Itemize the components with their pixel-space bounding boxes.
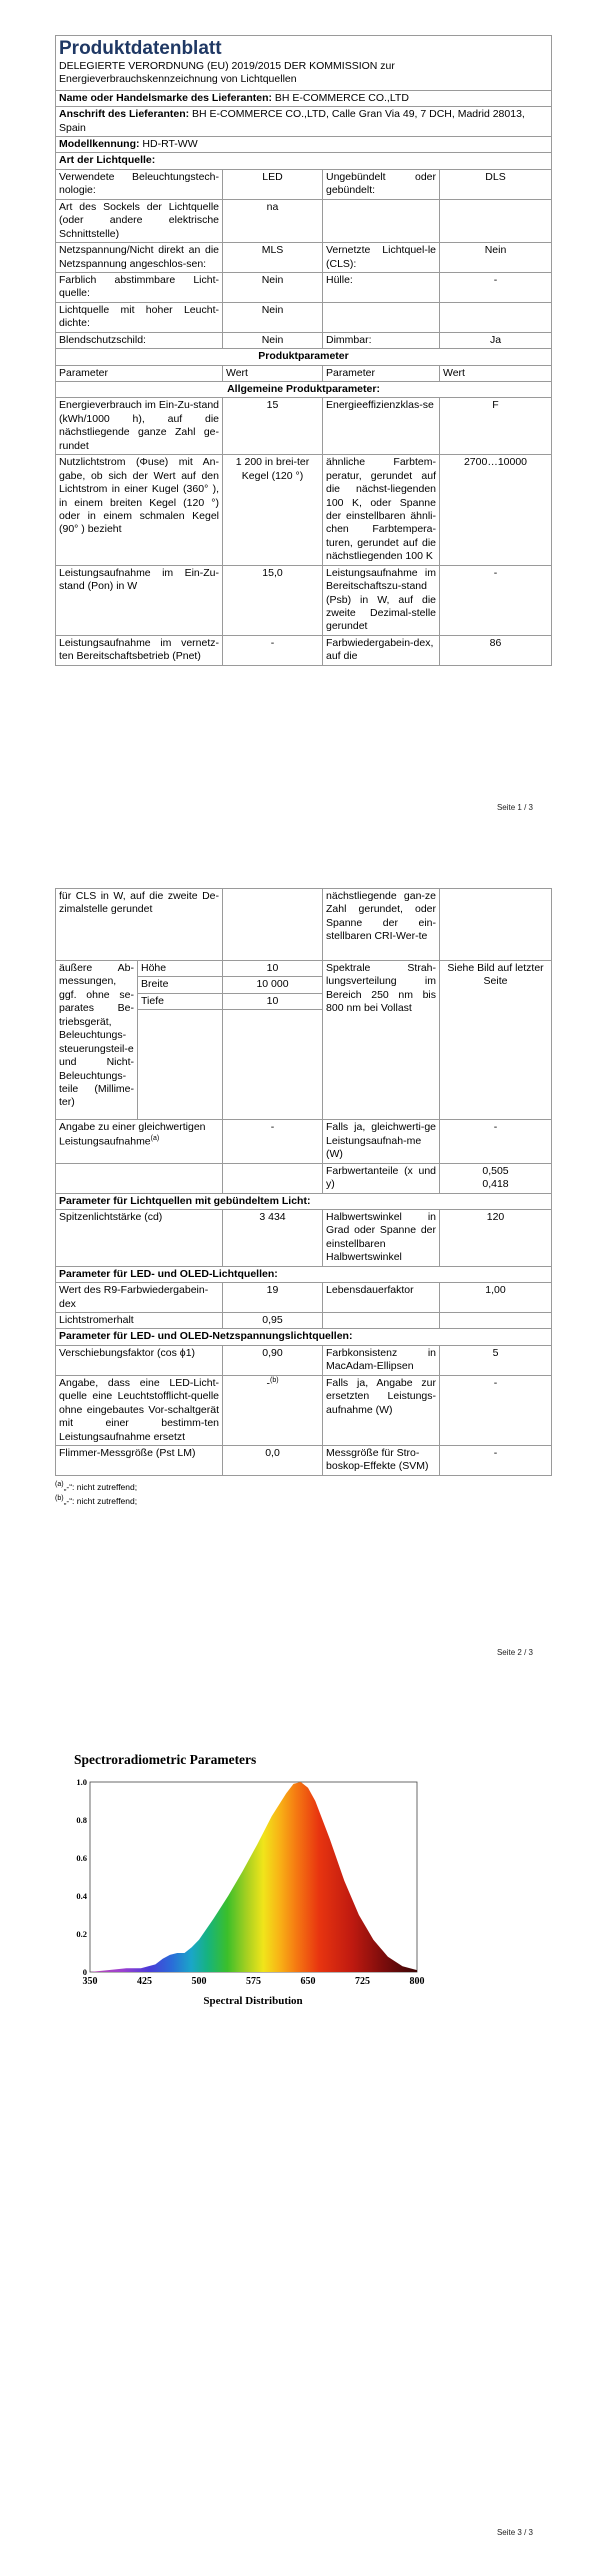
regulation-text: DELEGIERTE VERORDNUNG (EU) 2019/2015 DER KOMMISSION zur Energieverbrauchskennzeichnung von Lichtquellen	[59, 59, 395, 86]
equivalent-power-value: -	[223, 1120, 323, 1163]
y-tick-labels	[76, 1777, 87, 1977]
model-label: Modellkennung:	[59, 138, 140, 151]
param-label: Blendschutzschild:	[56, 332, 223, 348]
param-value: 86	[440, 635, 552, 665]
light-source-row	[56, 302, 552, 332]
page-number-2: Seite 2 / 3	[496, 1648, 533, 1657]
light-source-row	[56, 243, 552, 273]
param-label	[323, 199, 440, 242]
param-value: 1 200 in brei-ter Kegel (120 °)	[223, 455, 323, 566]
param-label: Leistungsaufnahme im vernetz-ten Bereitschaftsbetrieb (Pnet)	[56, 635, 223, 665]
supplier-address-value: BH E-COMMERCE CO.,LTD, Calle Gran Via 49, 7 DCH, Madrid 28013, Spain	[59, 108, 525, 134]
param-value: Nein	[440, 243, 552, 273]
flicker-label: Flimmer-Messgröße (Pst LM)	[56, 1445, 223, 1475]
param-value: -	[440, 272, 552, 302]
param-value: Nein	[223, 302, 323, 332]
param-value: 15,0	[223, 565, 323, 635]
param-value: -	[223, 635, 323, 665]
spectrum-chart	[70, 1748, 435, 2010]
param-label: Vernetzte Lichtquel-le (CLS):	[323, 243, 440, 273]
x-tick-label: 425	[137, 1976, 152, 1987]
replaced-power-label: Falls ja, Angabe zur ersetzten Leistungs-aufnahme (W)	[323, 1375, 440, 1445]
product-params-header: Produktparameter	[56, 349, 552, 365]
supplier-name-row	[56, 90, 552, 106]
param-label: ähnliche Farbtem-peratur, gerundet auf die nächst-liegenden 100 K, oder Spanne der einstellbaren ähnli-chen Farbtempera-turen, gerundet auf die nächstliegenden 100 K	[323, 455, 440, 566]
page-1	[0, 0, 603, 880]
general-param-row	[56, 398, 552, 455]
datasheet-page-1	[55, 35, 551, 666]
param-value: Ja	[440, 332, 552, 348]
model-value: HD-RT-WW	[142, 138, 198, 151]
x-tick-label: 725	[355, 1976, 370, 1987]
datasheet-table-2	[55, 888, 552, 1476]
general-param-row	[56, 455, 552, 566]
peak-intensity-label: Spitzenlichtstärke (cd)	[56, 1209, 223, 1266]
stroboscopic-label: Messgröße für Stro-boskop-Effekte (SVM)	[323, 1445, 440, 1475]
displacement-factor-value: 0,90	[223, 1345, 323, 1375]
flicker-value: 0,0	[223, 1445, 323, 1475]
chart-title: Spectroradiometric Parameters	[74, 1752, 257, 1767]
param-value: DLS	[440, 169, 552, 199]
light-source-row	[56, 272, 552, 302]
x-tick-label: 500	[191, 1976, 207, 1987]
fluorescent-replacement-value: -$^{(b)}$	[223, 1375, 323, 1445]
param-label: Lichtquelle mit hoher Leucht-dichte:	[56, 302, 223, 332]
param-label: Leistungsaufnahme im Ein-Zu-stand (Pon) in W	[56, 565, 223, 635]
dim-height-label: Höhe	[138, 961, 223, 977]
beam-angle-label: Halbwertswinkel in Grad oder Spanne der einstellbaren Halbwertswinkel	[323, 1209, 440, 1266]
chromaticity-label: Farbwertanteile (x und y)	[323, 1163, 440, 1193]
led-params-header: Parameter für LED- und OLED-Lichtquellen:	[56, 1266, 552, 1282]
light-source-row	[56, 332, 552, 348]
x-tick-label: 800	[409, 1976, 425, 1987]
dim-width-value: 10 000	[223, 977, 323, 993]
lumen-maintenance-label: Lichtstromerhalt	[56, 1313, 223, 1329]
replaced-power-value: -	[440, 1375, 552, 1445]
dim-height-value: 10	[223, 961, 323, 977]
directional-params-header: Parameter für Lichtquellen mit gebündeltem Licht:	[56, 1193, 552, 1209]
param-label: Ungebündelt oder gebündelt:	[323, 169, 440, 199]
param-label: Art des Sockels der Lichtquelle (oder andere elektrische Schnittstelle)	[56, 199, 223, 242]
page-title: Produktdatenblatt	[59, 38, 222, 59]
param-value: 15	[223, 398, 323, 455]
equivalent-power-w-label: Falls ja, gleichwerti-ge Leistungsaufnah-me (W)	[323, 1120, 440, 1163]
stroboscopic-value: -	[440, 1445, 552, 1475]
color-consistency-value: 5	[440, 1345, 552, 1375]
supplier-address-row	[56, 107, 552, 137]
spectral-label: Spektrale Strah-lungsverteilung im Bereich 250 nm bis 800 nm bei Vollast	[323, 961, 440, 1120]
param-value: F	[440, 398, 552, 455]
datasheet-table-1	[55, 35, 552, 666]
color-consistency-label: Farbkonsistenz in MacAdam-Ellipsen	[323, 1345, 440, 1375]
y-tick-label: 0.2	[76, 1929, 87, 1939]
y-tick-label: 1.0	[76, 1777, 87, 1787]
param-label: Dimmbar:	[323, 332, 440, 348]
r9-value: 19	[223, 1283, 323, 1313]
dimensions-label: äußere Ab-messungen, ggf. ohne se-parates Be-triebsgerät, Beleuchtungs-steuerungsteil-e und Nicht-Beleuchtungs-teile (Millime-ter)	[56, 961, 138, 1120]
footnote-a: $^{(a)}$„-“: nicht zutreffend;	[55, 1480, 138, 1492]
param-value	[440, 302, 552, 332]
param-value: Nein	[223, 332, 323, 348]
page-number-1: Seite 1 / 3	[496, 803, 533, 812]
param-label: Farblich abstimmbare Licht-quelle:	[56, 272, 223, 302]
supplier-address-label: Anschrift des Lieferanten:	[59, 108, 190, 121]
param-value: MLS	[223, 243, 323, 273]
y-tick-label: 0.8	[76, 1815, 87, 1825]
page-2	[0, 880, 603, 1720]
x-tick-labels	[83, 1976, 425, 1987]
dim-width-label: Breite	[138, 977, 223, 993]
cls-standby-cont: für CLS in W, auf die zweite De-zimalstelle gerundet	[56, 889, 223, 961]
supplier-name-label: Name oder Handelsmarke des Lieferanten:	[59, 91, 272, 104]
lumen-maintenance-value: 0,95	[223, 1313, 323, 1329]
footnote-b-ref: (b)	[269, 1376, 279, 1384]
param-label	[323, 302, 440, 332]
beam-angle-value: 120	[440, 1209, 552, 1266]
light-source-type-header: Art der Lichtquelle:	[56, 153, 552, 169]
param-value: LED	[223, 169, 323, 199]
dim-depth-value: 10	[223, 993, 323, 1009]
survival-factor-label: Lebensdauerfaktor	[323, 1283, 440, 1313]
param-value: -	[440, 565, 552, 635]
equivalent-power-label: Angabe zu einer gleichwertigen Leistungsaufnahme$^{(a)}$	[56, 1120, 223, 1163]
spectrum-figure	[70, 1748, 435, 2010]
footnote-a-ref: (a)	[150, 1134, 160, 1142]
page-number-3: Seite 3 / 3	[496, 2528, 533, 2537]
peak-intensity-value: 3 434	[223, 1209, 323, 1266]
chromaticity-x: 0,505	[482, 1164, 509, 1177]
page-3	[0, 1720, 603, 2560]
light-source-row	[56, 169, 552, 199]
footnote-b: $^{(b)}$„-“: nicht zutreffend;	[55, 1494, 138, 1506]
supplier-name-value: BH E-COMMERCE CO.,LTD	[274, 91, 409, 104]
param-value: Nein	[223, 272, 323, 302]
col-header-param-2: Parameter	[323, 365, 440, 381]
chart-xlabel: Spectral Distribution	[203, 1995, 303, 2007]
general-param-row	[56, 565, 552, 635]
r9-label: Wert des R9-Farbwiedergabein-dex	[56, 1283, 223, 1313]
col-header-wert-1: Wert	[223, 365, 323, 381]
param-label: Energieeffizienzklas-se	[323, 398, 440, 455]
col-header-wert-2: Wert	[440, 365, 552, 381]
fluorescent-replacement-label: Angabe, dass eine LED-Licht-quelle eine Leuchtstofflicht-quelle ohne eingebautes Vor-schaltgerät mit einer bestimm-ten Leistungsaufnahme ersetzt	[56, 1375, 223, 1445]
chromaticity-value	[440, 1163, 552, 1193]
cri-cont: nächstliegende gan-ze Zahl gerundet, oder Spanne der ein-stellbaren CRI-Wer-te	[323, 889, 440, 961]
y-tick-label: 0.6	[76, 1853, 87, 1863]
col-header-param-1: Parameter	[56, 365, 223, 381]
general-params-header: Allgemeine Produktparameter:	[56, 382, 552, 398]
x-tick-label: 650	[300, 1976, 316, 1987]
x-tick-label: 350	[82, 1976, 98, 1987]
param-label: Leistungsaufnahme im Bereitschaftszu-stand (Psb) in W, auf die zweite Dezimal-stelle gerundet	[323, 565, 440, 635]
general-param-row	[56, 635, 552, 665]
displacement-factor-label: Verschiebungsfaktor (cos ϕ1)	[56, 1345, 223, 1375]
param-label: Nutzlichtstrom (Φuse) mit An-gabe, ob sich der Wert auf den Lichtstrom in einer Kugel (360° ), in einem breiten Kegel (120 °) oder in einem schmalen Kegel (90° ) bezieht	[56, 455, 223, 566]
datasheet-page-2	[55, 888, 551, 1507]
param-label: Netzspannung/Nicht direkt an die Netzspannung angeschlos-sen:	[56, 243, 223, 273]
x-tick-label: 575	[246, 1976, 261, 1987]
param-value: na	[223, 199, 323, 242]
param-label: Energieverbrauch im Ein-Zu-stand (kWh/1000 h), auf die nächstliegende ganze Zahl ge-rundet	[56, 398, 223, 455]
survival-factor-value: 1,00	[440, 1283, 552, 1313]
dim-depth-label: Tiefe	[138, 993, 223, 1009]
equivalent-power-w-value: -	[440, 1120, 552, 1163]
y-tick-label: 0	[82, 1967, 87, 1977]
light-source-row	[56, 199, 552, 242]
param-value: 2700…10000	[440, 455, 552, 566]
chromaticity-y: 0,418	[482, 1178, 509, 1191]
param-label: Verwendete Beleuchtungstech-nologie:	[56, 169, 223, 199]
y-tick-label: 0.4	[76, 1891, 87, 1901]
param-value	[440, 199, 552, 242]
mains-params-header: Parameter für LED- und OLED-Netzspannungslichtquellen:	[56, 1329, 552, 1345]
param-label: Hülle:	[323, 272, 440, 302]
spectral-value: Siehe Bild auf letzter Seite	[440, 961, 552, 1120]
model-row	[56, 137, 552, 153]
param-label: Farbwiedergabein-dex, auf die	[323, 635, 440, 665]
